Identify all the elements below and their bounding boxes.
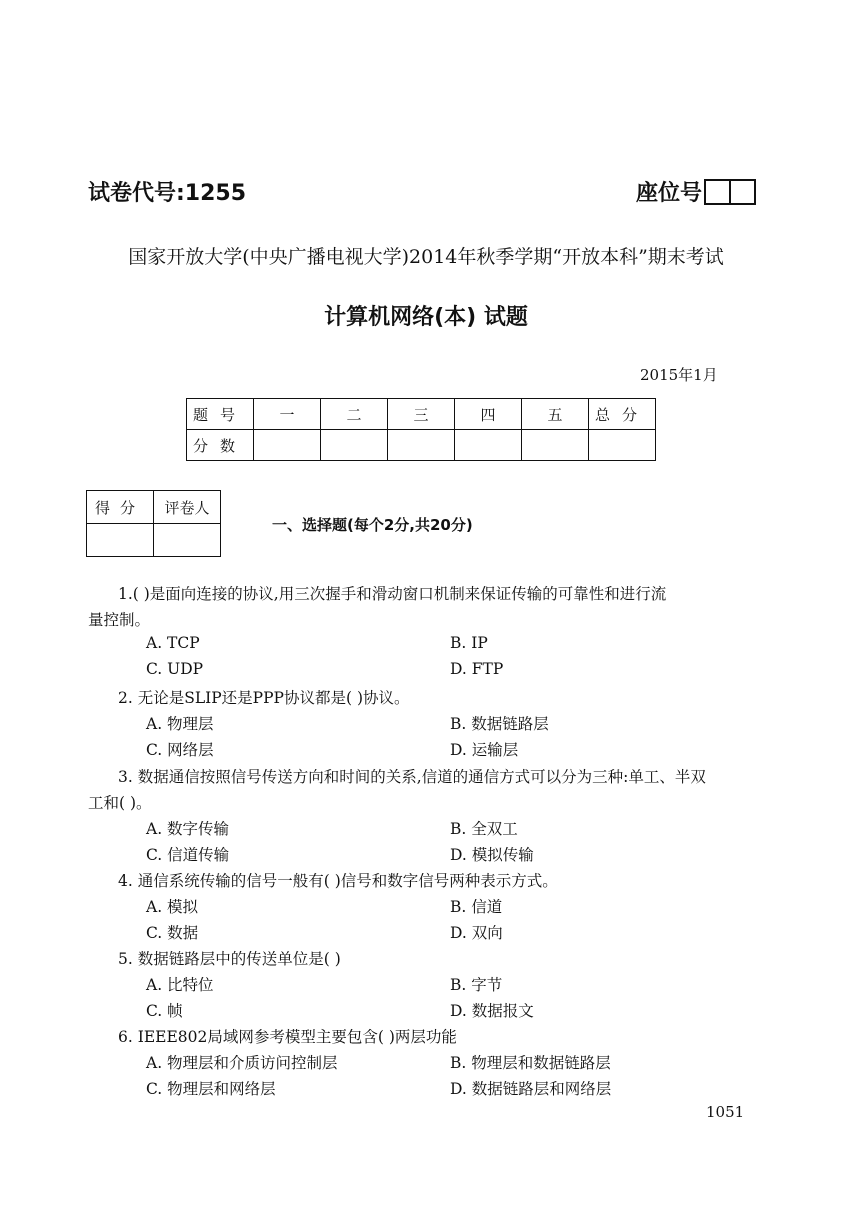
question-5-option-b: B. 字节	[450, 976, 503, 994]
question-4-option-c: C. 数据	[146, 924, 199, 942]
question-1-stem: 1.( )是面向连接的协议,用三次握手和滑动窗口机制来保证传输的可靠性和进行流	[118, 585, 667, 603]
question-4-option-d: D. 双向	[450, 924, 503, 942]
grader-table	[86, 490, 221, 557]
score-cell	[455, 430, 522, 461]
score-table-col: 一	[254, 399, 321, 430]
score-table-col: 四	[455, 399, 522, 430]
question-6-option-b: B. 物理层和数据链路层	[450, 1054, 611, 1072]
university-line: 国家开放大学(中央广播电视大学)2014年秋季学期“开放本科”期末考试	[128, 246, 724, 268]
score-table-col: 二	[321, 399, 388, 430]
question-6-option-d: D. 数据链路层和网络层	[450, 1080, 612, 1098]
question-2-stem: 2. 无论是SLIP还是PPP协议都是( )协议。	[118, 689, 410, 707]
exam-date: 2015年1月	[640, 366, 718, 384]
question-6-option-a: A. 物理层和介质访问控制层	[146, 1054, 338, 1072]
question-1-stem-cont: 量控制。	[88, 611, 151, 629]
question-5-option-a: A. 比特位	[146, 976, 214, 994]
score-table-col: 三	[388, 399, 455, 430]
question-3-option-d: D. 模拟传输	[450, 846, 534, 864]
question-6-stem: 6. IEEE802局域网参考模型主要包含( )两层功能	[118, 1028, 457, 1046]
question-2-option-b: B. 数据链路层	[450, 715, 549, 733]
seat-label: 座位号	[636, 181, 703, 206]
question-3-option-a: A. 数字传输	[146, 820, 230, 838]
question-1-option-c: C. UDP	[146, 660, 204, 678]
question-5-stem: 5. 数据链路层中的传送单位是( )	[118, 950, 341, 968]
score-cell	[589, 430, 656, 461]
score-cell	[254, 430, 321, 461]
seat-number	[636, 176, 756, 207]
score-cell	[522, 430, 589, 461]
paper-code: 试卷代号:1255	[88, 181, 247, 206]
question-4-option-b: B. 信道	[450, 898, 503, 916]
score-table-row2-label: 分数	[187, 430, 254, 461]
question-3-stem: 3. 数据通信按照信号传送方向和时间的关系,信道的通信方式可以分为三种:单工、半双	[118, 768, 706, 786]
question-5-option-c: C. 帧	[146, 1002, 183, 1020]
score-table	[186, 398, 656, 461]
question-1-option-a: A. TCP	[146, 634, 200, 652]
question-1-option-d: D. FTP	[450, 660, 504, 678]
score-table-col: 五	[522, 399, 589, 430]
grader-score-cell	[87, 524, 154, 557]
grader-table-header-row	[87, 491, 221, 524]
question-3-stem-cont: 工和( )。	[88, 794, 152, 812]
page-number: 1051	[706, 1103, 745, 1121]
question-1-option-b: B. IP	[450, 634, 488, 652]
question-5-option-d: D. 数据报文	[450, 1002, 534, 1020]
exam-title: 计算机网络(本) 试题	[324, 305, 528, 330]
grader-name-cell	[154, 524, 221, 557]
score-cell	[321, 430, 388, 461]
question-3-option-c: C. 信道传输	[146, 846, 230, 864]
seat-number-box	[704, 179, 756, 205]
score-table-row1-label: 题号	[187, 399, 254, 430]
score-table-score-row	[187, 430, 656, 461]
section-heading: 一、选择题(每个2分,共20分)	[272, 516, 473, 534]
score-table-col-total: 总分	[589, 399, 656, 430]
score-cell	[388, 430, 455, 461]
grader-table-blank-row	[87, 524, 221, 557]
question-6-option-c: C. 物理层和网络层	[146, 1080, 276, 1098]
question-4-option-a: A. 模拟	[146, 898, 199, 916]
question-2-option-c: C. 网络层	[146, 741, 214, 759]
question-3-option-b: B. 全双工	[450, 820, 518, 838]
question-2-option-a: A. 物理层	[146, 715, 214, 733]
question-4-stem: 4. 通信系统传输的信号一般有( )信号和数字信号两种表示方式。	[118, 872, 558, 890]
grader-score-label: 得分	[87, 491, 154, 524]
score-table-header-row	[187, 399, 656, 430]
grader-label: 评卷人	[154, 491, 221, 524]
question-2-option-d: D. 运输层	[450, 741, 519, 759]
